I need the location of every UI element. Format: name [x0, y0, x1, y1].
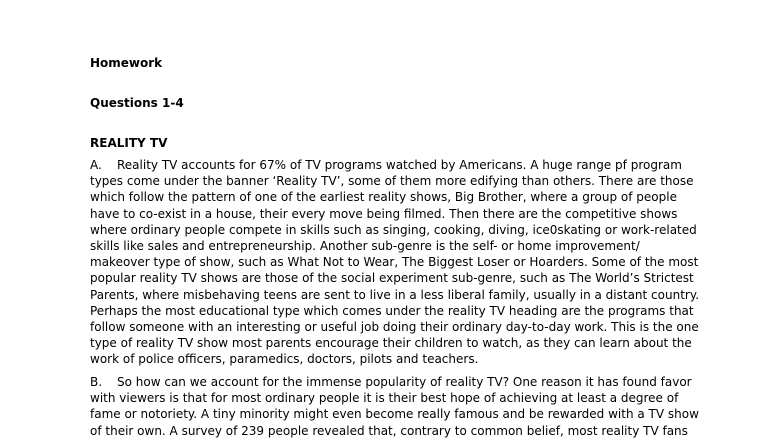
questions-heading: Questions 1-4: [90, 96, 184, 110]
paragraph-label: A.: [90, 158, 102, 172]
paragraph-line: follow someone with an interesting or useful job doing their ordinary day-to-day work. This is the one: [90, 320, 699, 335]
article-title: REALITY TV: [90, 136, 168, 150]
paragraph-line: makeover type of show, such as What Not to Wear, The Biggest Loser or Hoarders. Some of the most: [90, 255, 699, 270]
paragraph-line-text: So how can we account for the immense popularity of reality TV? One reason it has found favor: [117, 375, 692, 389]
paragraph-b: [90, 374, 730, 439]
paragraph-line: have to co-exist in a house, their every move being filmed. Then there are the competitive shows: [90, 206, 678, 221]
paragraph-line-text: Reality TV accounts for 67% of TV programs watched by Americans. A huge range pf program: [117, 158, 682, 172]
paragraph-line: types come under the banner ‘Reality TV’, some of them more edifying than others. There are those: [90, 174, 694, 189]
paragraph-line: which follow the pattern of one of the earliest reality shows, Big Brother, where a group of people: [90, 190, 677, 205]
paragraph-line: fame or notoriety. A tiny minority might even become really famous and be rewarded with a TV show: [90, 407, 699, 422]
paragraph-line: with viewers is that for most ordinary people it is their best hope of achieving at least a degree of: [90, 391, 679, 406]
paragraph-line: [90, 157, 730, 173]
homework-heading: Homework: [90, 56, 163, 70]
paragraph-line: of their own. A survey of 239 people revealed that, contrary to common belief, most reality TV fans: [90, 423, 688, 438]
paragraph-line: work of police officers, paramedics, doctors, pilots and teachers.: [90, 352, 479, 367]
paragraph-label: B.: [90, 375, 103, 389]
paragraph-line: where ordinary people compete in skills such as singing, cooking, diving, ice0skating or work-related: [90, 222, 697, 237]
paragraph-line: popular reality TV shows are those of the social experiment sub-genre, such as The World’s Strictest: [90, 271, 694, 286]
paragraph-line: skills like sales and entrepreneurship. Another sub-genre is the self- or home improvement/: [90, 239, 640, 254]
paragraph-line: Parents, where misbehaving teens are sent to live in a less liberal family, usually in a distant country.: [90, 287, 700, 302]
paragraph-line: type of reality TV show most parents encourage their children to watch, as they can learn about the: [90, 336, 692, 351]
paragraph-line: [90, 374, 730, 390]
paragraph-a: [90, 157, 730, 368]
paragraph-line: Perhaps the most educational type which comes under the reality TV heading are the programs that: [90, 303, 694, 318]
